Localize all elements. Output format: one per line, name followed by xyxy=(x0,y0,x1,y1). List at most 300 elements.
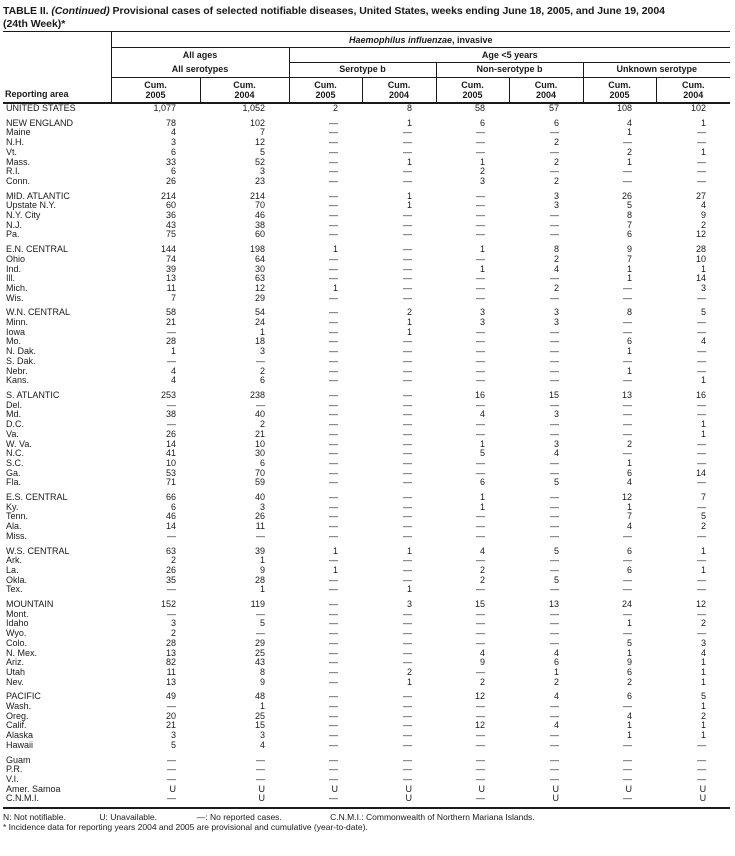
value-cell: — xyxy=(329,190,338,201)
value-cell: 21 xyxy=(165,317,176,328)
value-cell: — xyxy=(623,701,632,712)
value-cell: 25 xyxy=(254,647,265,658)
value-cell: — xyxy=(697,438,707,449)
value-cell: 7 xyxy=(626,219,632,230)
table-row xyxy=(3,347,730,357)
value-cell: 1 xyxy=(701,701,707,712)
value-cell: — xyxy=(329,467,338,478)
value-cell: — xyxy=(329,666,338,677)
value-cell: — xyxy=(476,200,485,211)
value-cell: — xyxy=(623,774,632,784)
value-cell: — xyxy=(403,730,412,741)
column-header-cum-2004: Cum. 2004 xyxy=(656,78,730,104)
value-cell: — xyxy=(550,210,559,221)
value-cell: — xyxy=(329,647,338,658)
table-row xyxy=(3,240,730,255)
row-label: Guam xyxy=(6,754,31,765)
value-cell: 8 xyxy=(626,307,632,318)
title-continued: (Continued) xyxy=(51,5,110,17)
value-cell: 3 xyxy=(553,317,559,328)
value-cell: — xyxy=(697,457,707,468)
value-cell: — xyxy=(403,282,412,293)
value-cell: 6 xyxy=(626,229,632,240)
value-cell: 2 xyxy=(701,219,707,230)
value-cell: 3 xyxy=(479,317,485,328)
value-cell: 3 xyxy=(553,409,559,420)
row-label: Oreg. xyxy=(6,710,29,721)
value-cell: 5 xyxy=(553,574,559,585)
value-cell: — xyxy=(697,365,707,376)
value-cell: — xyxy=(476,146,485,157)
table-row xyxy=(3,785,730,795)
value-cell: 2 xyxy=(626,438,632,449)
value-cell: 13 xyxy=(548,599,559,610)
value-cell: — xyxy=(329,146,338,157)
value-cell: — xyxy=(167,419,176,430)
value-cell: — xyxy=(403,774,412,784)
value-cell: — xyxy=(476,336,485,347)
value-cell: 108 xyxy=(616,103,632,113)
value-cell: 2 xyxy=(479,676,485,687)
value-cell: 39 xyxy=(165,263,176,274)
value-cell: 28 xyxy=(254,574,265,585)
table-row xyxy=(3,469,730,479)
value-cell: — xyxy=(697,292,707,303)
value-cell: 2 xyxy=(701,710,707,721)
value-cell: 9 xyxy=(479,657,485,668)
value-cell: — xyxy=(697,628,707,639)
value-cell: 70 xyxy=(254,200,265,211)
value-cell: — xyxy=(329,521,338,532)
value-cell: 4 xyxy=(479,409,485,420)
value-cell: 16 xyxy=(696,389,707,400)
value-cell: 53 xyxy=(165,467,176,478)
value-cell: 13 xyxy=(165,676,176,687)
value-cell: — xyxy=(329,399,338,410)
value-cell: — xyxy=(329,637,338,648)
value-cell: — xyxy=(403,346,412,357)
value-cell: — xyxy=(550,555,559,566)
value-cell: 26 xyxy=(165,428,176,439)
value-cell: 1 xyxy=(406,156,412,167)
table-row xyxy=(3,566,730,576)
value-cell: 3 xyxy=(479,307,485,318)
footnote-incidence: * Incidence data for reporting years 2004 and 2005 are provisional and cumulative (year-to-date). xyxy=(3,822,368,833)
column-header-cum-2005: Cum. 2005 xyxy=(111,78,200,104)
value-cell: 3 xyxy=(701,282,707,293)
table-row xyxy=(3,459,730,469)
value-cell: — xyxy=(167,326,176,337)
footnote-unavailable: U: Unavailable. xyxy=(99,812,158,823)
value-cell: 1 xyxy=(626,618,632,629)
value-cell: 3 xyxy=(479,175,485,186)
value-cell: — xyxy=(697,317,707,328)
value-cell: 25 xyxy=(254,710,265,721)
value-cell: 57 xyxy=(548,103,559,113)
table-row xyxy=(3,765,730,775)
row-label: Pa. xyxy=(6,229,20,240)
table-row xyxy=(3,328,730,338)
row-label: Tenn. xyxy=(6,511,29,522)
value-cell: — xyxy=(403,419,412,430)
row-label: Conn. xyxy=(6,175,31,186)
value-cell: 1 xyxy=(479,501,485,512)
value-cell: 1 xyxy=(406,117,412,128)
value-cell: — xyxy=(550,399,559,410)
value-cell: — xyxy=(550,146,559,157)
value-cell: 5 xyxy=(701,691,707,702)
disease-qualifier: , invasive xyxy=(452,35,493,45)
value-cell: — xyxy=(623,793,632,804)
value-cell: 6 xyxy=(626,545,632,556)
row-label: PACIFIC xyxy=(6,691,41,702)
row-label: N. Mex. xyxy=(6,647,38,658)
value-cell: — xyxy=(256,355,265,366)
table-header xyxy=(3,32,730,104)
value-cell: — xyxy=(697,608,707,619)
value-cell: — xyxy=(329,457,338,468)
group-all-ages: All ages xyxy=(111,48,289,63)
row-label: Alaska xyxy=(6,730,34,741)
subgroup-all-serotypes: All serotypes xyxy=(111,63,289,78)
value-cell: 4 xyxy=(259,739,265,750)
value-cell: — xyxy=(403,467,412,478)
value-cell: 4 xyxy=(479,545,485,556)
table-row xyxy=(3,687,730,702)
value-cell: — xyxy=(550,501,559,512)
value-cell: — xyxy=(623,137,632,148)
value-cell: — xyxy=(329,448,338,459)
value-cell: 1 xyxy=(626,273,632,284)
value-cell: 1 xyxy=(701,545,707,556)
value-cell: 4 xyxy=(553,647,559,658)
value-cell: 1 xyxy=(406,326,412,337)
row-label: S.C. xyxy=(6,457,24,468)
value-cell: 1 xyxy=(626,365,632,376)
value-cell: — xyxy=(476,375,485,386)
value-cell: — xyxy=(623,584,632,595)
value-cell: 3 xyxy=(170,618,176,629)
value-cell: — xyxy=(623,754,632,765)
value-cell: 1 xyxy=(626,457,632,468)
value-cell: — xyxy=(550,492,559,503)
value-cell: 3 xyxy=(259,166,265,177)
value-cell: — xyxy=(403,530,412,541)
value-cell: 2 xyxy=(332,103,338,113)
value-cell: 144 xyxy=(160,244,176,255)
value-cell: 4 xyxy=(626,710,632,721)
value-cell: — xyxy=(476,710,485,721)
value-cell: 26 xyxy=(165,175,176,186)
value-cell: 36 xyxy=(165,210,176,221)
value-cell: 12 xyxy=(254,282,265,293)
value-cell: — xyxy=(167,399,176,410)
value-cell: 5 xyxy=(626,637,632,648)
table-row xyxy=(3,303,730,318)
value-cell: — xyxy=(403,555,412,566)
group-age-under-5: Age <5 years xyxy=(289,48,730,63)
value-cell: — xyxy=(329,292,338,303)
title-text: Provisional cases of selected notifiable diseases, United States, weeks ending June 18, 2005, and June 19, 2004 xyxy=(112,5,665,17)
value-cell: 35 xyxy=(165,574,176,585)
row-label: NEW ENGLAND xyxy=(6,117,74,128)
value-cell: 4 xyxy=(701,336,707,347)
table-row xyxy=(3,376,730,386)
row-label: Nebr. xyxy=(6,365,28,376)
value-cell: 60 xyxy=(254,229,265,240)
value-cell: U xyxy=(552,783,559,794)
row-label: Del. xyxy=(6,399,23,410)
value-cell: — xyxy=(403,647,412,658)
value-cell: 2 xyxy=(553,156,559,167)
value-cell: — xyxy=(476,127,485,138)
value-cell: 58 xyxy=(474,103,485,113)
value-cell: — xyxy=(403,457,412,468)
value-cell: — xyxy=(476,355,485,366)
value-cell: 102 xyxy=(691,103,707,113)
value-cell: 6 xyxy=(259,457,265,468)
row-label: Miss. xyxy=(6,530,27,541)
table-row xyxy=(3,158,730,168)
value-cell: — xyxy=(697,764,707,775)
row-label: Maine xyxy=(6,127,31,138)
value-cell: — xyxy=(623,292,632,303)
table-row xyxy=(3,503,730,513)
row-label: Ga. xyxy=(6,467,21,478)
value-cell: — xyxy=(697,175,707,186)
value-cell: — xyxy=(697,477,707,488)
value-cell: 3 xyxy=(553,438,559,449)
value-cell: — xyxy=(403,618,412,629)
row-label: W.S. CENTRAL xyxy=(6,545,70,556)
value-cell: — xyxy=(167,530,176,541)
value-cell: — xyxy=(550,219,559,230)
row-label: N.J. xyxy=(6,219,23,230)
value-cell: U xyxy=(169,783,176,794)
row-label: Md. xyxy=(6,409,22,420)
value-cell: — xyxy=(329,676,338,687)
value-cell: 29 xyxy=(254,292,265,303)
value-cell: — xyxy=(623,399,632,410)
value-cell: — xyxy=(476,365,485,376)
value-cell: 6 xyxy=(259,375,265,386)
value-cell: — xyxy=(403,292,412,303)
value-cell: 5 xyxy=(626,200,632,211)
table-row xyxy=(3,751,730,766)
value-cell: — xyxy=(329,710,338,721)
value-cell: — xyxy=(403,428,412,439)
value-cell: 1 xyxy=(626,720,632,731)
value-cell: — xyxy=(550,774,559,784)
value-cell: 43 xyxy=(165,219,176,230)
value-cell: — xyxy=(623,428,632,439)
table-section xyxy=(3,751,730,809)
subgroup-non-serotype-b: Non-serotype b xyxy=(436,63,583,78)
value-cell: 6 xyxy=(479,477,485,488)
value-cell: 6 xyxy=(626,336,632,347)
table-section xyxy=(3,595,730,687)
value-cell: — xyxy=(403,253,412,264)
table-section xyxy=(3,240,730,303)
value-cell: — xyxy=(403,146,412,157)
value-cell: — xyxy=(403,127,412,138)
table-row xyxy=(3,702,730,712)
value-cell: U xyxy=(699,783,707,794)
value-cell: 6 xyxy=(170,146,176,157)
value-cell: — xyxy=(550,618,559,629)
value-cell: — xyxy=(329,764,338,775)
value-cell: — xyxy=(697,754,707,765)
value-cell: — xyxy=(329,511,338,522)
value-cell: 29 xyxy=(254,637,265,648)
value-cell: 1 xyxy=(701,263,707,274)
value-cell: 1 xyxy=(701,720,707,731)
value-cell: — xyxy=(476,521,485,532)
value-cell: — xyxy=(550,608,559,619)
row-label: N.H. xyxy=(6,137,24,148)
value-cell: — xyxy=(167,608,176,619)
value-cell: 8 xyxy=(406,103,412,113)
value-cell: 43 xyxy=(254,657,265,668)
table-row xyxy=(3,294,730,304)
value-cell: 52 xyxy=(254,156,265,167)
value-cell: 1 xyxy=(701,146,707,157)
row-label: Amer. Samoa xyxy=(6,783,61,794)
value-cell: — xyxy=(697,739,707,750)
value-cell: — xyxy=(329,438,338,449)
table-row xyxy=(3,556,730,566)
value-cell: 2 xyxy=(259,419,265,430)
value-cell: — xyxy=(697,156,707,167)
value-cell: — xyxy=(256,530,265,541)
row-label: Wis. xyxy=(6,292,24,303)
table-row xyxy=(3,386,730,401)
value-cell: — xyxy=(403,701,412,712)
value-cell: 15 xyxy=(254,720,265,731)
value-cell: — xyxy=(476,326,485,337)
value-cell: 21 xyxy=(165,720,176,731)
value-cell: — xyxy=(403,399,412,410)
value-cell: — xyxy=(167,774,176,784)
value-cell: 74 xyxy=(165,253,176,264)
table-row xyxy=(3,274,730,284)
row-label: N. Dak. xyxy=(6,346,37,357)
value-cell: 5 xyxy=(553,545,559,556)
row-label: Upstate N.Y. xyxy=(6,200,56,211)
value-cell: — xyxy=(476,399,485,410)
table-footnotes xyxy=(3,812,731,832)
table-row xyxy=(3,148,730,158)
value-cell: 4 xyxy=(626,477,632,488)
value-cell: 64 xyxy=(254,253,265,264)
row-label: Vt. xyxy=(6,146,18,157)
row-label: Hawaii xyxy=(6,739,34,750)
value-cell: — xyxy=(329,127,338,138)
value-cell: — xyxy=(623,166,632,177)
value-cell: — xyxy=(329,691,338,702)
value-cell: — xyxy=(167,793,176,804)
row-label: Calif. xyxy=(6,720,27,731)
value-cell: 1,077 xyxy=(153,103,176,113)
row-label: Kans. xyxy=(6,375,30,386)
row-label: Wash. xyxy=(6,701,32,712)
table-row xyxy=(3,128,730,138)
value-cell: — xyxy=(476,419,485,430)
value-cell: — xyxy=(329,774,338,784)
value-cell: 238 xyxy=(249,389,265,400)
value-cell: 21 xyxy=(254,428,265,439)
value-cell: 1,052 xyxy=(242,103,265,113)
row-label: Iowa xyxy=(6,326,26,337)
value-cell: — xyxy=(476,137,485,148)
table-section xyxy=(3,488,730,542)
table-section xyxy=(3,114,730,187)
value-cell: 10 xyxy=(165,457,176,468)
value-cell: — xyxy=(550,273,559,284)
value-cell: 1 xyxy=(259,584,265,595)
value-cell: — xyxy=(403,754,412,765)
value-cell: 15 xyxy=(548,389,559,400)
value-cell: — xyxy=(329,273,338,284)
value-cell: — xyxy=(167,701,176,712)
value-cell: — xyxy=(550,764,559,775)
value-cell: — xyxy=(256,628,265,639)
page-title xyxy=(3,5,731,30)
row-label: Okla. xyxy=(6,574,28,585)
value-cell: — xyxy=(476,530,485,541)
value-cell: — xyxy=(403,477,412,488)
value-cell: 6 xyxy=(553,657,559,668)
row-label: Colo. xyxy=(6,637,28,648)
value-cell: — xyxy=(476,793,485,804)
value-cell: — xyxy=(329,530,338,541)
value-cell: 1 xyxy=(626,263,632,274)
table-row xyxy=(3,741,730,751)
table-row xyxy=(3,357,730,367)
table-row xyxy=(3,211,730,221)
value-cell: — xyxy=(550,754,559,765)
value-cell: 1 xyxy=(626,346,632,357)
table-row xyxy=(3,775,730,785)
value-cell: — xyxy=(403,691,412,702)
value-cell: — xyxy=(403,438,412,449)
value-cell: 9 xyxy=(259,564,265,575)
value-cell: 1 xyxy=(701,730,707,741)
value-cell: — xyxy=(550,336,559,347)
value-cell: 4 xyxy=(626,117,632,128)
value-cell: — xyxy=(329,389,338,400)
table-row xyxy=(3,488,730,503)
row-label: E.S. CENTRAL xyxy=(6,492,68,503)
value-cell: — xyxy=(623,409,632,420)
value-cell: — xyxy=(403,564,412,575)
value-cell: — xyxy=(623,764,632,775)
value-cell: — xyxy=(403,336,412,347)
value-cell: — xyxy=(476,467,485,478)
subgroup-unknown-serotype: Unknown serotype xyxy=(583,63,730,78)
value-cell: 4 xyxy=(553,691,559,702)
value-cell: 28 xyxy=(696,244,707,255)
value-cell: 1 xyxy=(406,545,412,556)
value-cell: — xyxy=(697,326,707,337)
value-cell: — xyxy=(623,282,632,293)
table-row xyxy=(3,221,730,231)
value-cell: 14 xyxy=(165,521,176,532)
value-cell: 2 xyxy=(406,666,412,677)
value-cell: 27 xyxy=(696,190,707,201)
value-cell: 11 xyxy=(255,521,265,532)
table-row xyxy=(3,449,730,459)
